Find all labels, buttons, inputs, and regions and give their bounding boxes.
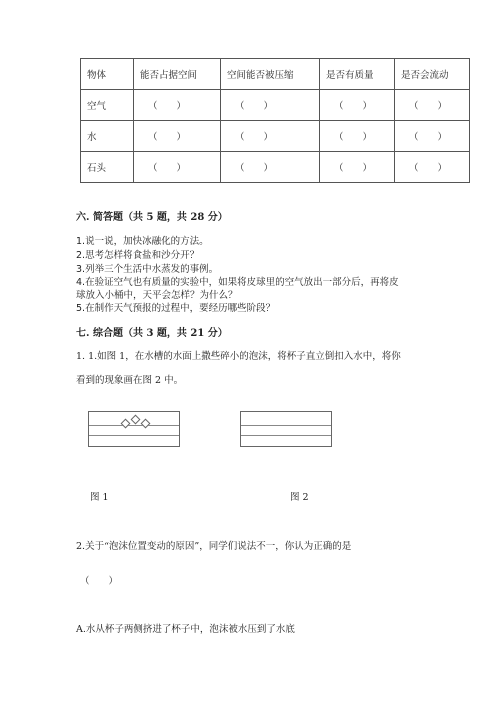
- answer-blank: （ ）: [148, 101, 187, 112]
- question-line: 4.在验证空气也有质量的实验中，如果将皮球里的空气放出一部分后，再将皮: [76, 277, 399, 288]
- answer-blank: （ ）: [409, 101, 448, 112]
- figure-1-label: 图 1: [90, 492, 109, 503]
- row-label: 石头: [81, 152, 134, 183]
- question-line: 1. 1.如图 1，在水槽的水面上撒些碎小的泡沫，将杯子直立倒扣入水中，将你: [76, 351, 401, 362]
- question-line: 3.列举三个生活中水蒸发的事例。: [76, 264, 219, 275]
- foam-icon: [121, 419, 131, 429]
- header-cell: 是否会流动: [395, 59, 470, 90]
- tank-line: [89, 435, 179, 436]
- water-line: [89, 425, 179, 426]
- row-label: 水: [81, 121, 134, 152]
- question-line: 看到的现象画在图 2 中。: [76, 375, 184, 386]
- answer-cell[interactable]: [221, 121, 320, 152]
- question-line: 球放入小桶中，天平会怎样？为什么？: [76, 290, 238, 301]
- answer-cell[interactable]: [221, 152, 320, 183]
- header-cell: 空间能否被压缩: [221, 59, 320, 90]
- figure-2-label: 图 2: [290, 492, 309, 503]
- answer-cell[interactable]: [134, 121, 221, 152]
- question-line: 1.说一说，加快冰融化的方法。: [76, 236, 209, 247]
- section-6-title: 六. 简答题（共 5 题，共 28 分）: [76, 212, 228, 223]
- answer-cell[interactable]: [134, 152, 221, 183]
- answer-blank: （ ）: [334, 163, 373, 174]
- answer-cell[interactable]: [134, 90, 221, 121]
- question-line: 2.思考怎样将食盐和沙分开？: [76, 250, 200, 261]
- answer-blank: （ ）: [334, 132, 373, 143]
- header-cell: 是否有质量: [320, 59, 395, 90]
- foam-icon: [131, 415, 141, 425]
- option-a: A.水从杯子两侧挤进了杯子中，泡沫被水压到了水底: [76, 624, 295, 635]
- answer-blank: （ ）: [235, 163, 274, 174]
- header-cell: 物体: [81, 59, 134, 90]
- answer-cell[interactable]: [395, 90, 470, 121]
- question-line: 2.关于“泡沫位置变动的原因”，同学们说法不一，你认为正确的是: [76, 541, 352, 552]
- row-label: 空气: [81, 90, 134, 121]
- answer-cell[interactable]: [320, 121, 395, 152]
- answer-blank: （ ）: [409, 163, 448, 174]
- answer-blank: （ ）: [334, 101, 373, 112]
- table-row: [81, 90, 470, 121]
- foam-icon: [141, 419, 151, 429]
- question-line: 5.在制作天气预报的过程中，要经历哪些阶段？: [76, 303, 276, 314]
- answer-blank: （ ）: [235, 101, 274, 112]
- answer-blank[interactable]: （ ）: [80, 576, 119, 587]
- answer-blank: （ ）: [235, 132, 274, 143]
- water-line: [241, 425, 331, 426]
- header-cell: 能否占据空间: [134, 59, 221, 90]
- answer-cell[interactable]: [221, 90, 320, 121]
- properties-table: [80, 58, 470, 183]
- section-7-title: 七. 综合题（共 3 题，共 21 分）: [76, 328, 228, 339]
- figure-2-diagram: [240, 411, 332, 447]
- table-row: [81, 152, 470, 183]
- answer-cell[interactable]: [395, 121, 470, 152]
- answer-blank: （ ）: [148, 163, 187, 174]
- table-header-row: [81, 59, 470, 90]
- table-row: [81, 121, 470, 152]
- answer-cell[interactable]: [320, 152, 395, 183]
- figure-1-diagram: [88, 411, 180, 447]
- answer-blank: （ ）: [148, 132, 187, 143]
- answer-cell[interactable]: [395, 152, 470, 183]
- tank-line: [241, 435, 331, 436]
- answer-cell[interactable]: [320, 90, 395, 121]
- answer-blank: （ ）: [409, 132, 448, 143]
